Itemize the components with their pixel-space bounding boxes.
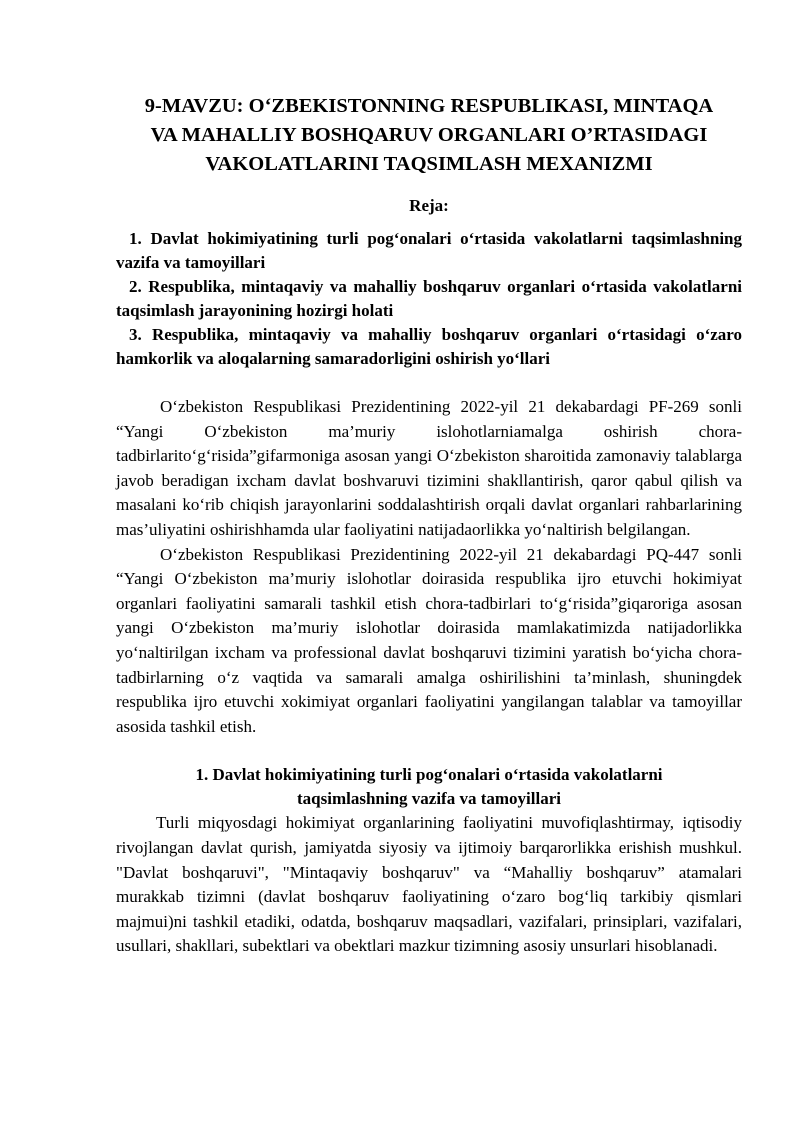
plan-item-number: 2. <box>129 277 142 296</box>
title-line: VAKOLATLARINI TAQSIMLASH MEXANIZMI <box>205 153 653 175</box>
title-line: 9-MAVZU: O‘ZBEKISTONNING RESPUBLIKASI, MINTAQA <box>144 95 714 117</box>
blank-line <box>116 371 742 395</box>
plan-item-number: 1. <box>129 229 142 248</box>
blank-line <box>116 739 742 763</box>
plan-item-text: Respublika, mintaqaviy va mahalliy boshqaruv organlari o‘rtasidagi o‘zaro hamkorlik va aloqalarning samaradorligini oshirish yo‘llari <box>116 325 743 368</box>
body-paragraph: O‘zbekiston Respublikasi Prezidentining 2022-yil 21 dekabardagi PQ-447 sonli “Yangi O‘zbekiston ma’muriy islohotlar doirasida respublika ijro etuvchi hokimiyat organlari faoliyatini samarali tashkil etish chora-tadbirlari to‘g‘risida”giqaroriga asosan yangi O‘zbekiston ma’muriy islohotlar doirasida mamlakatimizda natijadorlikka yo‘naltirilgan ixcham va professional davlat boshqaruvi tizimini yaratish bo‘yicha chora-tadbirlarning o‘z vaqtida va samarali amalga oshirilishini ta’minlash, shuningdek respublika ijro etuvchi xokimiyat organlari faoliyatini yangilangan talablar va tamoyillar asosida tashkil etish. <box>116 544 742 736</box>
plan-item <box>116 227 742 275</box>
plan-item-text: Respublika, mintaqaviy va mahalliy boshqaruv organlari o‘rtasida vakolatlarni taqsimlash jarayonining hozirgi holati <box>116 277 743 320</box>
section-heading-line: taqsimlashning vazifa va tamoyillari <box>297 789 561 809</box>
document-title <box>116 92 742 179</box>
body-paragraph: O‘zbekiston Respublikasi Prezidentining 2022-yil 21 dekabardagi PF-269 sonli “Yangi O‘zbekiston ma’muriy islohotlarniamalga oshirish chora-tadbirlarito‘g‘risida”gifarmoniga asosan yangi O‘zbekiston sharoitida zamonaviy talablarga javob beradigan ixcham davlat boshvaruvi tizimini shakllantirish, qaror qabul qilish va masalani ko‘rib chiqish jarayonlarini soddalashtirish orqali davlat organlari rahbarlarining mas’uliyatini oshirishhamda ular faoliyatini natijadaorlikka yo‘naltirish belgilangan. <box>116 397 742 539</box>
plan-item <box>116 275 742 323</box>
section-paragraph: Turli miqyosdagi hokimiyat organlarining faoliyatini muvofiqlashtirmay, iqtisodiy rivojlangan davlat qurish, jamiyatda siyosiy va ijtimoiy barqarorlikka erishish mushkul. "Davlat boshqaruvi", "Mintaqaviy boshqaruv" va “Mahalliy boshqaruv” atamalari murakkab tizimni (davlat boshqaruv faoliyatining o‘zaro bog‘liq tarkibiy qismlari majmui)ni tashkil etadiki, odatda, boshqaruv maqsadlari, vazifalari, prinsiplari, vazifalari, usullari, shakllari, subektlari va obektlari mazkur tizimning asosiy unsurlari hisoblanadi. <box>116 813 742 956</box>
plan-list <box>116 227 742 371</box>
plan-item-text: Davlat hokimiyatining turli pog‘onalari o‘rtasida vakolatlarni taqsimlashning vazifa va tamoyillari <box>116 229 742 272</box>
plan-heading: Reja: <box>409 196 449 215</box>
section-heading <box>116 763 742 811</box>
plan-item <box>116 323 742 371</box>
document-page <box>116 92 742 959</box>
section-heading-line: 1. Davlat hokimiyatining turli pog‘onalari o‘rtasida vakolatlarni <box>195 765 663 785</box>
title-line: VA MAHALLIY BOSHQARUV ORGANLARI O’RTASIDAGI <box>150 124 708 146</box>
plan-item-number: 3. <box>129 325 142 344</box>
